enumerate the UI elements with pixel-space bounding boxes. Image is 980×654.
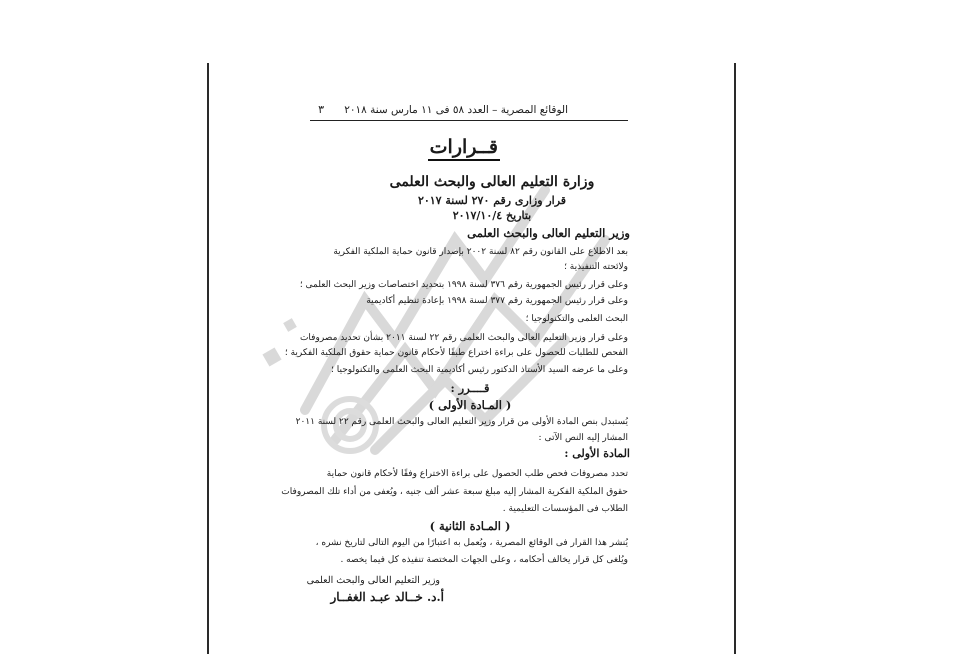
preamble-line: وعلى قرار رئيس الجمهورية رقم ٣٧٦ لسنة ١٩٩٨ بتحديد اختصاصات وزير البحث العلمى ؛ [299,280,628,290]
article-one-heading: ( المـادة الأولى ) [428,398,512,412]
inner-article-line: الطلاب فى المؤسسات التعليمية . [502,504,628,514]
preamble-line: ولائحته التنفيذية ؛ [564,262,628,272]
article-two-line: يُنشر هذا القرار فى الوقائع المصرية ، ويُعمل به اعتبارًا من اليوم التالى لتاريخ نشره ، [315,538,628,548]
article-two-line: ويُلغى كل قرار يخالف أحكامه ، وعلى الجهات المختصة تنفيذه كل فيما يخصه . [340,555,628,565]
inner-article-line: تحدد مصروفات فحص طلب الحصول على براءة الاختراع وفقًا لأحكام قانون حماية [326,469,628,479]
page-border-left [207,63,209,654]
preamble-line: وعلى قرار وزير التعليم العالى والبحث العلمى رقم ٢٢ لسنة ٢٠١١ بشأن تحديد مصروفات [299,333,628,343]
preamble-line: وعلى ما عرضه السيد الأستاذ الدكتور رئيس أكاديمية البحث العلمى والتكنولوجيا ؛ [331,365,628,375]
gazette-page [281,96,640,616]
preamble-line: وعلى قرار رئيس الجمهورية رقم ٣٧٧ لسنة ١٩٩٨ بإعادة تنظيم أكاديمية [366,296,628,306]
article-one-line: يُستبدل بنص المادة الأولى من قرار وزير التعليم العالى والبحث العلمى رقم ٢٢ لسنة ٢٠١١ [295,417,628,427]
article-one-line: المشار إليه النص الآتى : [538,433,628,443]
page-border-right [734,63,736,654]
preamble-line: الفحص للطلبات للحصول على براءة اختراع طبقًا لأحكام قانون حماية حقوق الملكية الفكرية ؛ [284,348,628,358]
decree-date: بتاريخ ٢٠١٧/١٠/٤ [452,209,532,222]
ministry-name: وزارة التعليم العالى والبحث العلمى [389,174,595,190]
header-text: الوقائع المصرية – العدد ٥٨ فى ١١ مارس سنة ٢٠١٨ [344,104,568,116]
page-header [310,100,628,121]
signature-name: أ.د. خــالد عبـد الغفــار [330,590,444,604]
article-two-heading: ( المـادة الثانية ) [429,519,511,533]
inner-article-heading: المادة الأولى : [564,447,630,460]
preamble-line: البحث العلمى والتكنولوجيا ؛ [525,314,628,324]
preamble-line: بعد الاطلاع على القانون رقم ٨٢ لسنة ٢٠٠٢ بإصدار قانون حماية الملكية الفكرية [333,247,628,257]
minister-heading: وزير التعليم العالى والبحث العلمى [467,226,630,240]
page-number: ٣ [318,103,324,116]
decides-heading: قــــرر : [450,381,490,395]
decree-number: قرار وزارى رقم ٢٧٠ لسنة ٢٠١٧ [417,194,567,207]
signature-title: وزير التعليم العالى والبحث العلمى [306,575,440,586]
inner-article-line: حقوق الملكية الفكرية المشار إليه مبلغ سبعة عشر ألف جنيه ، ويُعفى من أداء تلك المصروفات [281,487,628,497]
page-title: قــرارات [428,136,500,161]
